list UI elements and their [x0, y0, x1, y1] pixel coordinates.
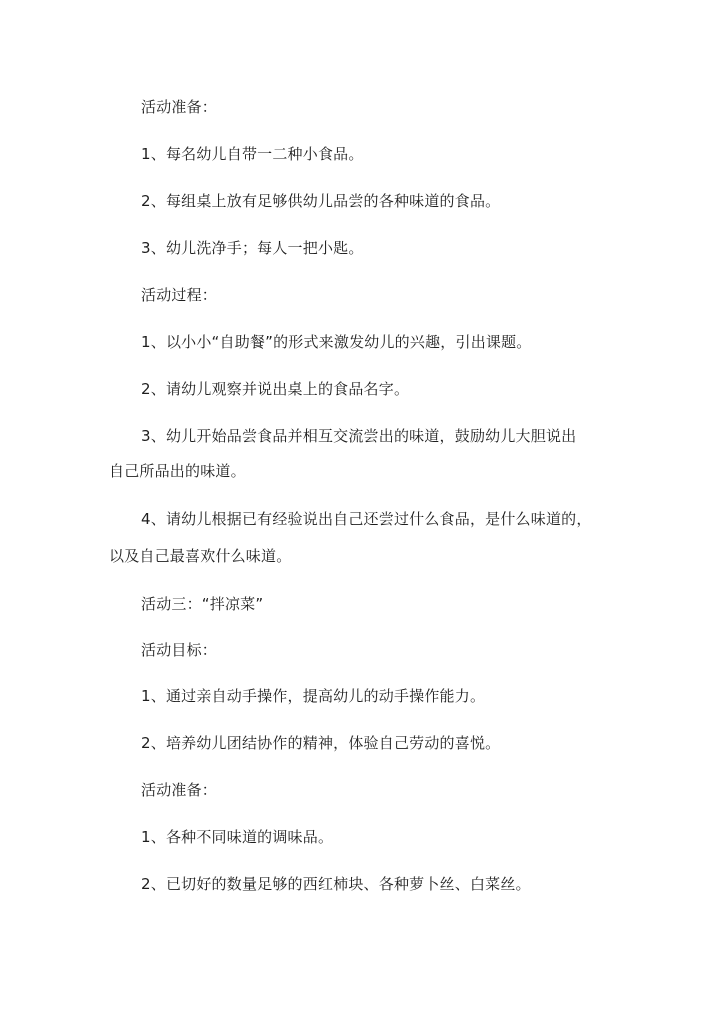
paragraph-process-item-1: 1、以小小“自助餐”的形式来激发幼儿的兴趣，引出课题。 — [141, 333, 532, 351]
paragraph-process-item-3-line-2: 自己所品出的味道。 — [109, 462, 246, 480]
paragraph-process-item-3-line-1: 3、幼儿开始品尝食品并相互交流尝出的味道，鼓励幼儿大胆说出 — [141, 427, 577, 445]
paragraph-prep-item-2: 2、每组桌上放有足够供幼儿品尝的各种味道的食品。 — [141, 192, 501, 210]
paragraph-prep-item-1: 1、每名幼儿自带一二种小食品。 — [141, 145, 364, 163]
heading-activity-preparation: 活动准备： — [141, 98, 218, 116]
heading-activity-three: 活动三：“拌凉菜” — [141, 595, 264, 613]
paragraph-process-item-4-line-2: 以及自己最喜欢什么味道。 — [109, 547, 292, 565]
paragraph-process-item-4-line-1: 4、请幼儿根据已有经验说出自己还尝过什么食品，是什么味道的， — [141, 510, 592, 528]
heading-activity-preparation-2: 活动准备： — [141, 781, 218, 799]
paragraph-process-item-2: 2、请幼儿观察并说出桌上的食品名字。 — [141, 380, 410, 398]
paragraph-prep2-item-1: 1、各种不同味道的调味品。 — [141, 828, 334, 846]
paragraph-goal-item-2: 2、培养幼儿团结协作的精神，体验自己劳动的喜悦。 — [141, 734, 501, 752]
heading-activity-process: 活动过程： — [141, 286, 218, 304]
heading-activity-goals: 活动目标： — [141, 641, 218, 659]
paragraph-prep2-item-2: 2、已切好的数量足够的西红柿块、各种萝卜丝、白菜丝。 — [141, 875, 531, 893]
paragraph-goal-item-1: 1、通过亲自动手操作，提高幼儿的动手操作能力。 — [141, 687, 486, 705]
paragraph-prep-item-3: 3、幼儿洗净手；每人一把小匙。 — [141, 239, 364, 257]
